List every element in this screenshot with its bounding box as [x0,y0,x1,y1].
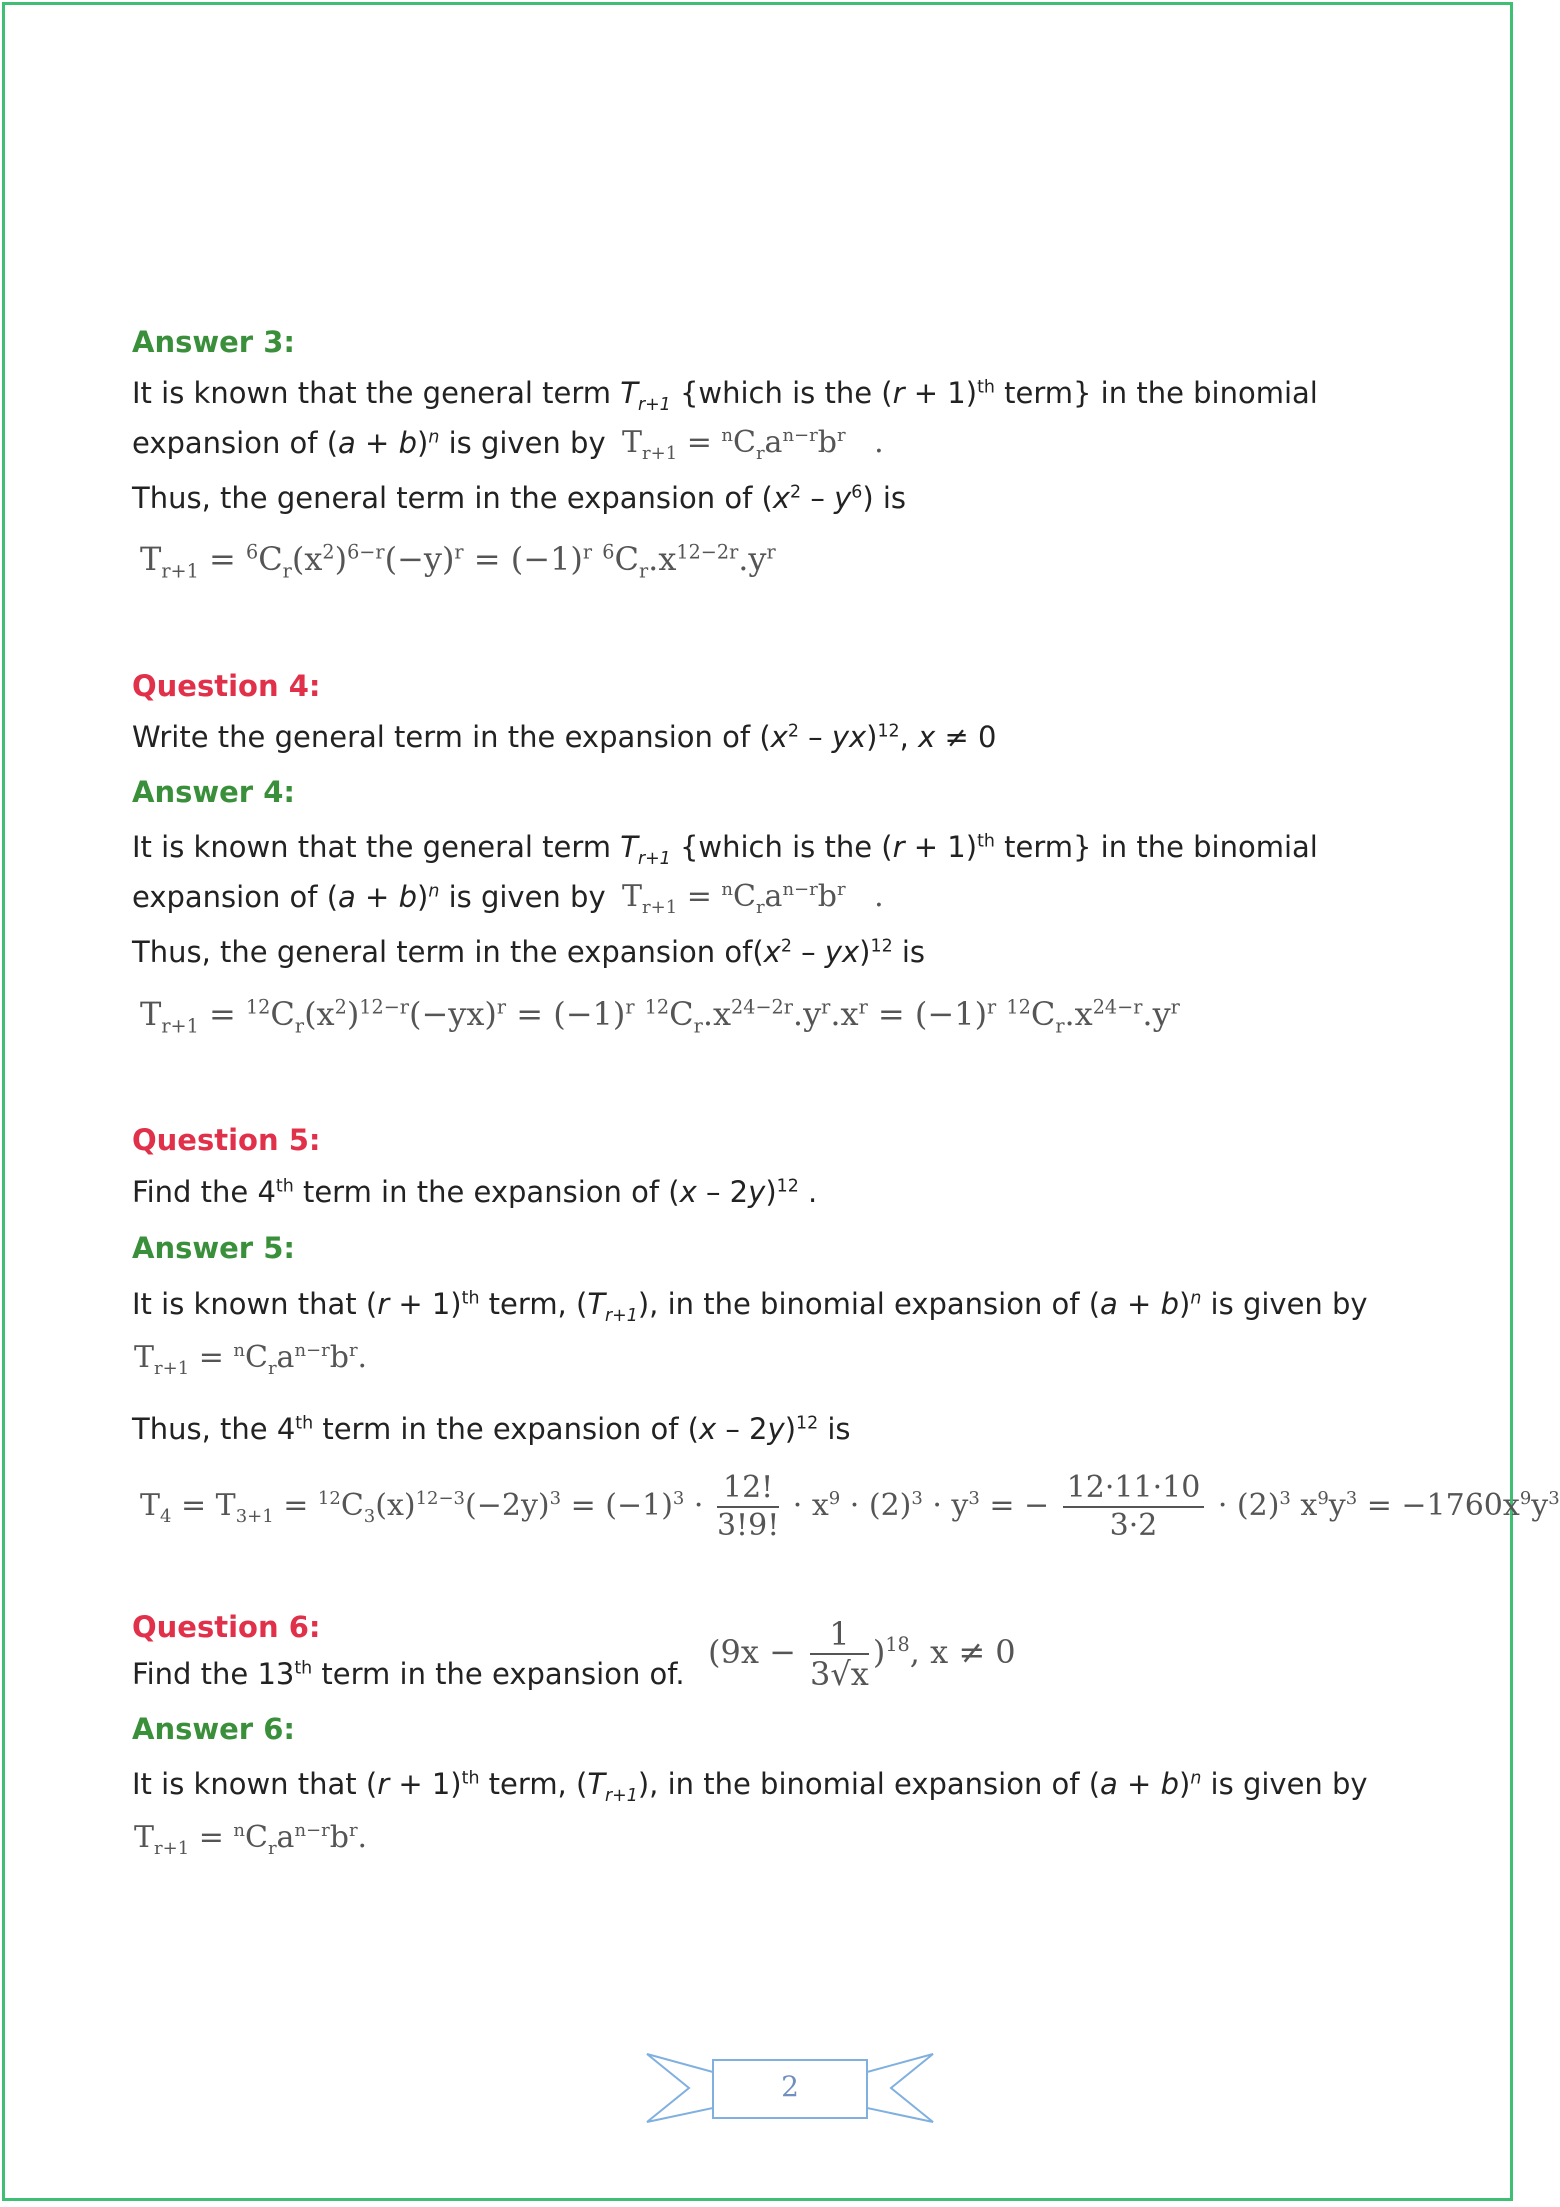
answer-4-expression: $T_{r+1} = ^{12}C_r(x^2)^{12-r}(-yx)^r = (-1)^r$ $^{12}C_r.x^{24-2r}.y^r.x^r = (-1)^r$ $^{12}C_r.x^{24-r}.y^r$ [140,995,1180,1038]
answer-3-heading: Answer 3: [132,325,295,359]
general-term-formula-3: $T_{r+1} = ^nC_ra^{n-r}b^r$. [134,1340,368,1379]
general-term-formula-2: $T_{r+1} = ^nC_ra^{n-r}b^r$ . [622,879,884,918]
answer-5-line-3: Thus, the 4th term in the expansion of (x – 2y)$^{12}$ is [132,1412,851,1446]
answer-3-expression: $T_{r+1} = ^6C_r(x^2)^{6-r}(-y)^r = (-1)^r$ $^6C_r.x^{12-2r}.y^r$ [140,540,776,583]
page-number: 2 [781,2070,799,2103]
question-5-heading: Question 5: [132,1123,321,1157]
page-number-ribbon [645,2048,935,2128]
question-6-heading: Question 6: [132,1610,321,1644]
general-term-formula-4: $T_{r+1} = ^nC_ra^{n-r}b^r$. [134,1820,368,1859]
question-6-expression: (9x − $\frac{1}{3√x}$ )$^{18}$, x ≠ 0 [708,1615,1016,1694]
answer-4-line-2: expansion of $(a + b)^n$ is given by [132,880,606,914]
question-6-text: Find the 13th term in the expansion of. [132,1657,685,1691]
answer-5-line-1: It is known that $(r + 1)^{th}$ term, $(T_{r+1})$, in the binomial expansion of $(a + b)^n$ is given by [132,1287,1368,1326]
question-5-text: Find the 4th term in the expansion of (x – 2y)$^{12}$ . [132,1175,818,1209]
general-term-formula-1: $T_{r+1} = ^nC_ra^{n-r}b^r$ . [622,425,884,464]
question-4-text: Write the general term in the expansion of $(x^2 - yx)^{12}$, x ≠ 0 [132,720,997,754]
answer-6-heading: Answer 6: [132,1712,295,1746]
answer-6-line-1: It is known that $(r + 1)^{th}$ term, $(T_{r+1})$, in the binomial expansion of $(a + b)^n$ is given by [132,1767,1368,1806]
answer-4-line-1: It is known that the general term $T_{r+1}$ {which is the $(r + 1)^{th}$ term} in the binomial [132,830,1318,869]
answer-3-line-2: expansion of $(a + b)^n$ is given by [132,426,606,460]
answer-4-heading: Answer 4: [132,775,295,809]
answer-5-expression: $T_4 = T_{3+1} = ^{12}C_3(x)^{12-3}(-2y)^3 = (-1)^3$ · $\frac{12!}{3!9!}$ · $x^9 \cdot (2)^3 \cdot y^3$ = − $\frac{12\cdot 11\cdot 10}{3\cdot 2}$ · $(2)^3$ $x^9y^3 = -1760x^9y^3$ [140,1470,1560,1543]
answer-4-line-3: Thus, the general term in the expansion $of(x^2 - yx)^{12}$ is [132,935,926,969]
answer-3-line-1: It is known that the general term $T_{r+1}$ {which is the $(r + 1)^{th}$ term} in the binomial [132,376,1318,415]
answer-5-heading: Answer 5: [132,1231,295,1265]
question-4-heading: Question 4: [132,669,321,703]
answer-3-line-3: Thus, the general term in the expansion of $(x^2 - y^6)$ is [132,481,907,515]
